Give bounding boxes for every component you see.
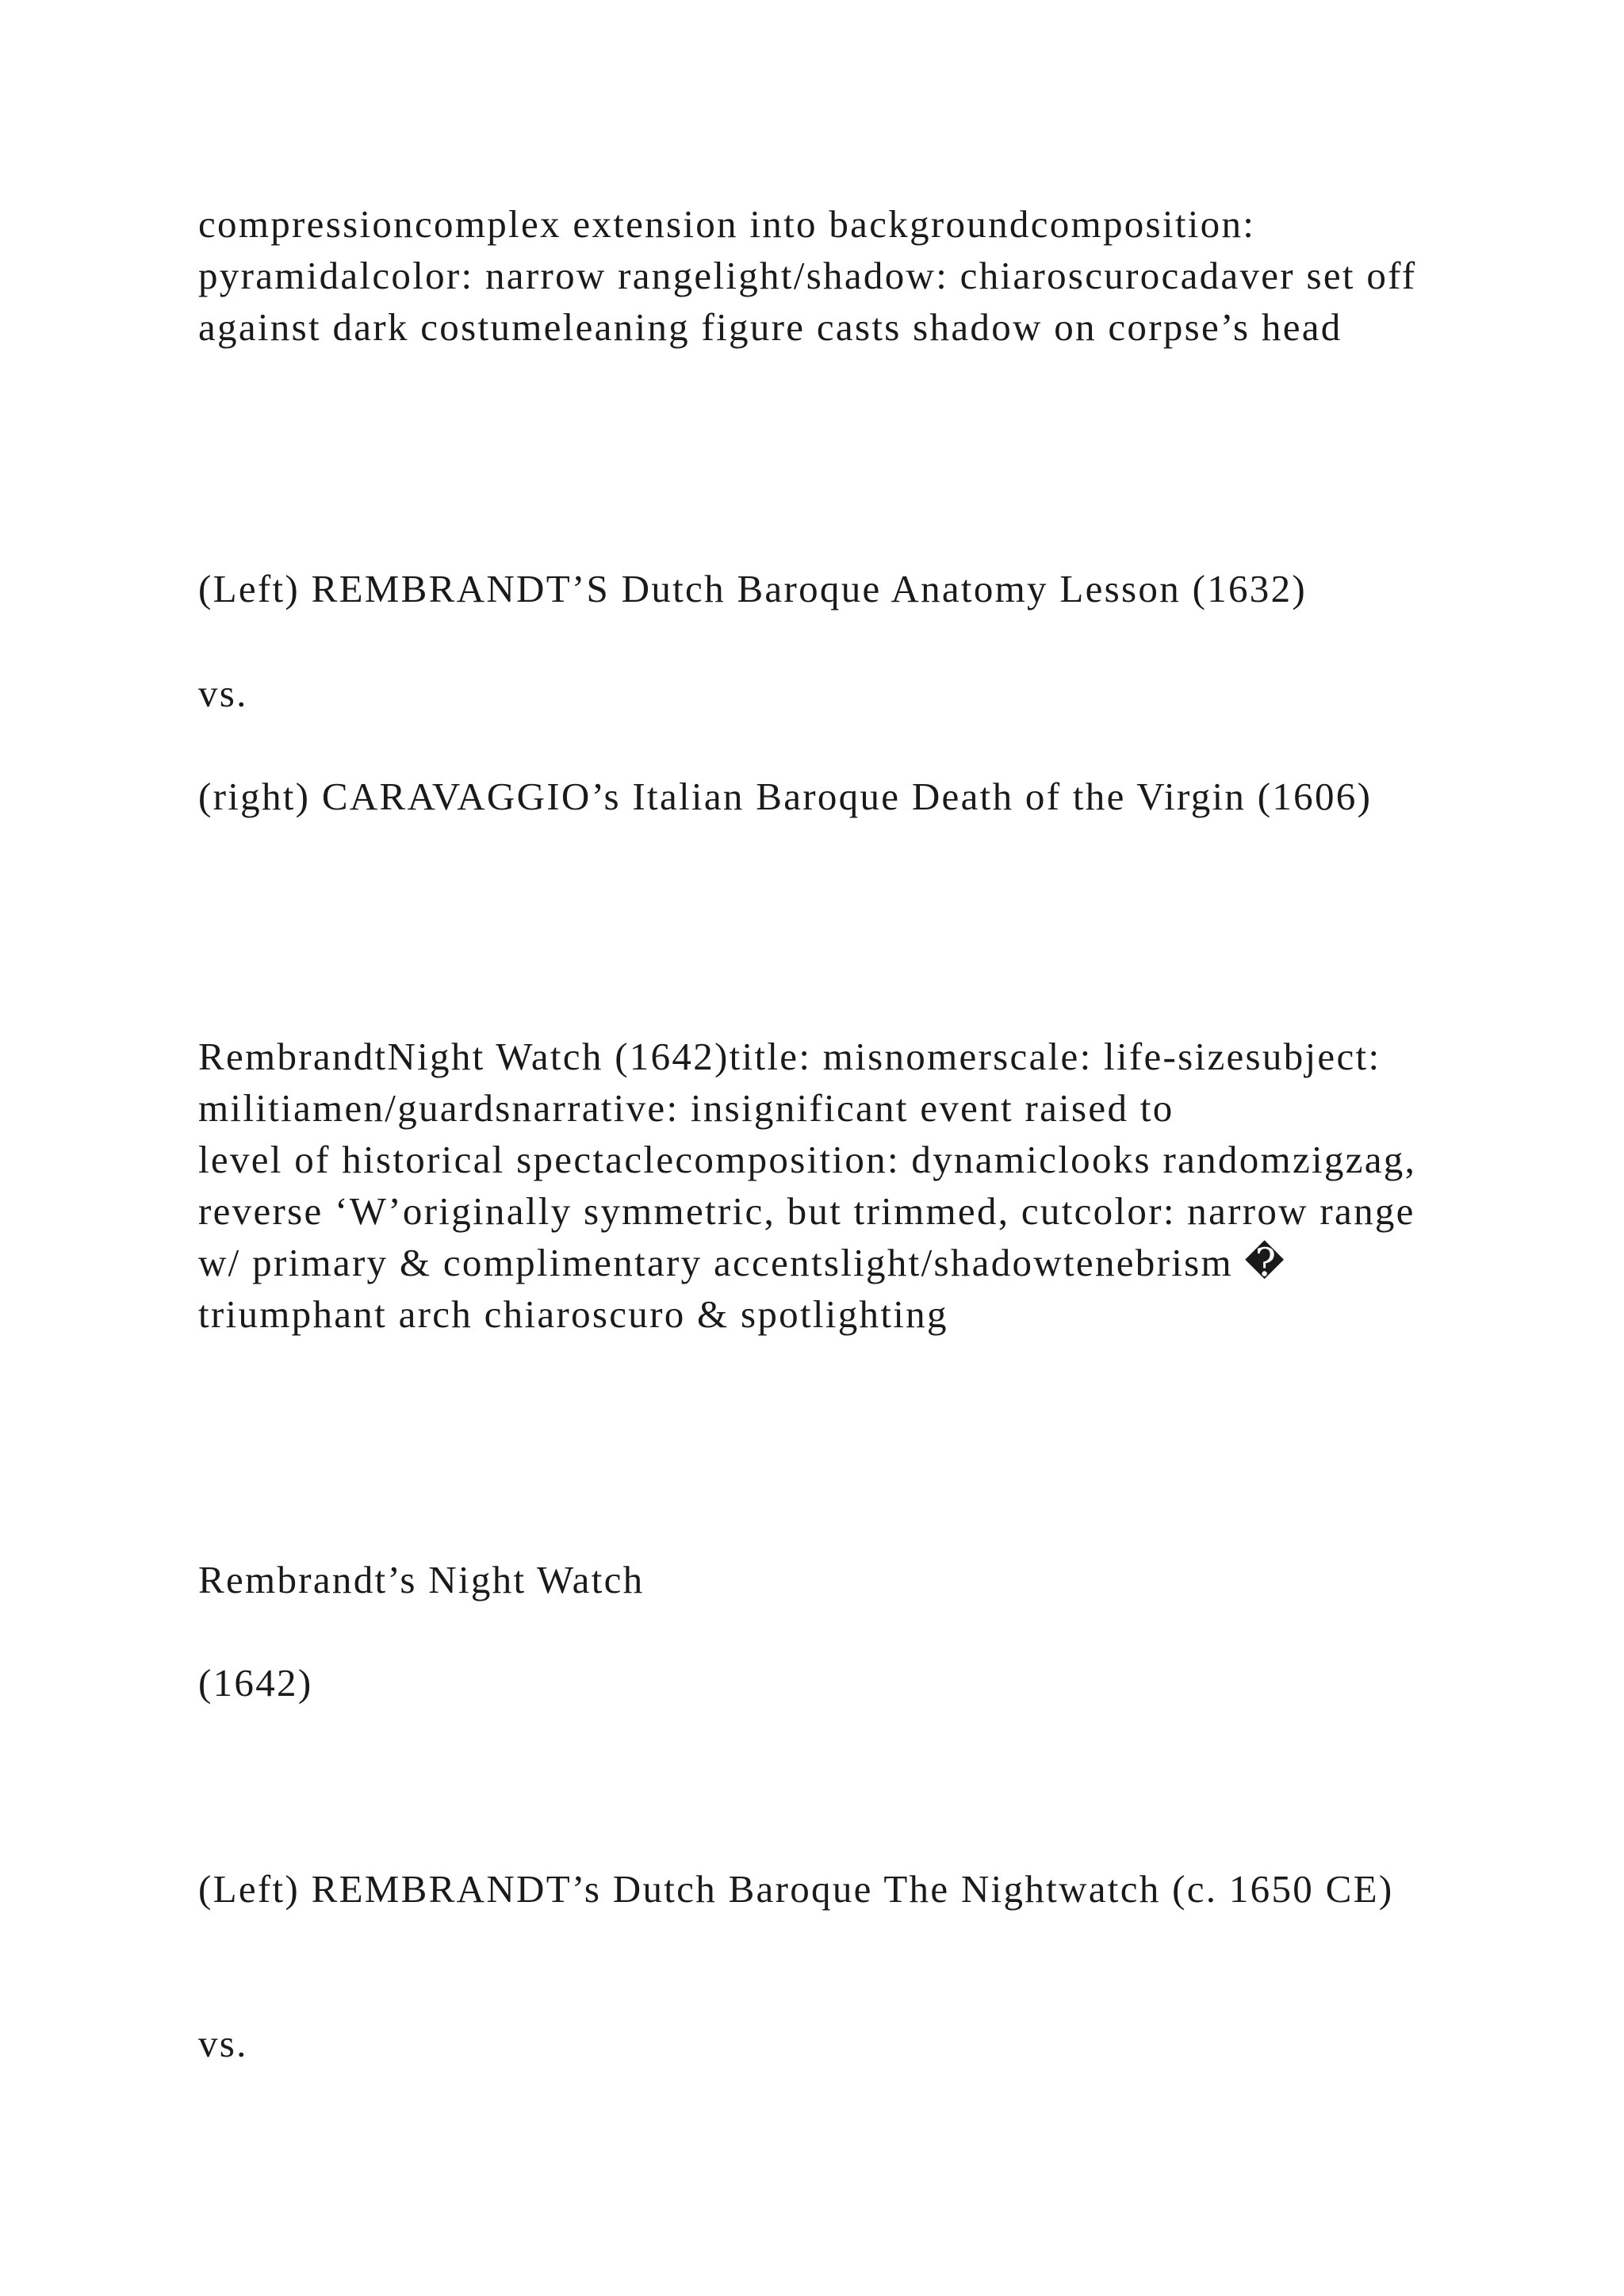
notes-paragraph-composition: compressioncomplex extension into backgroundcomposition: pyramidalcolor: narrow rangelight/shadow: chiaroscurocadaver set off against dark costumeleaning figure casts shadow on corpse’s head	[198, 202, 1429, 349]
heading-night-watch: Rembrandt’s Night Watch	[198, 1558, 645, 1601]
notes-paragraph-night-watch: RembrandtNight Watch (1642)title: misnomerscale: life-sizesubject: militiamen/guardsnarrative: insignificant event raised to level of historical spectaclecomposition: dynamiclooks randomzigzag, reverse ‘W’originally symmetric, but trimmed, cutcolor: narrow range w/ primary & complimentary accentslight/shadowtenebrism � triumphant arch chiaroscuro & spotlighting	[198, 1035, 1428, 1336]
caption-vs-2: vs.	[198, 2022, 248, 2065]
caption-vs-1: vs.	[198, 672, 248, 715]
heading-year: (1642)	[198, 1661, 313, 1705]
caption-anatomy-lesson: (Left) REMBRANDT’S Dutch Baroque Anatomy Lesson (1632)	[198, 567, 1308, 610]
caption-nightwatch: (Left) REMBRANDT’s Dutch Baroque The Nightwatch (c. 1650 CE)	[198, 1867, 1394, 1911]
caption-death-of-virgin: (right) CARAVAGGIO’s Italian Baroque Death of the Virgin (1606)	[198, 775, 1373, 818]
